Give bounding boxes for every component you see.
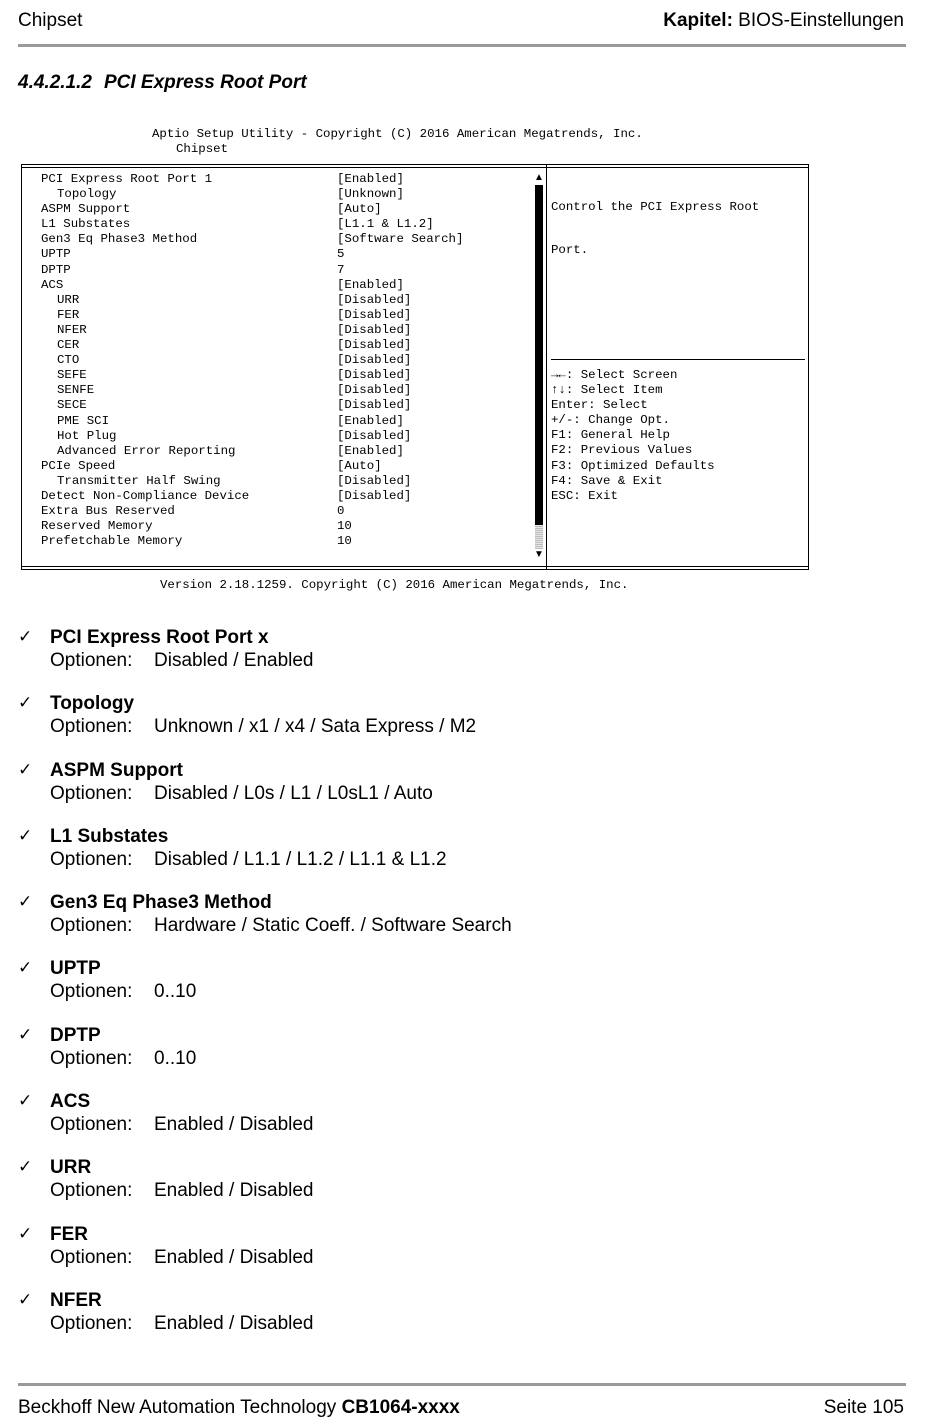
bios-setting-label: ACS [41,277,64,292]
help-line: Control the PCI Express Root [551,200,760,214]
section-title: PCI Express Root Port [103,72,307,93]
bios-setting-label: CER [57,338,80,353]
scroll-up-arrow-icon[interactable]: ▲ [534,172,544,183]
option-values: Disabled / Enabled [154,650,314,671]
key-help-line: +/-: Change Opt. [551,413,670,428]
page-footer [18,1383,906,1419]
option-values: 0..10 [154,981,197,1003]
option-name: Gen3 Eq Phase3 Method [50,892,272,914]
bios-setting-value[interactable]: [Enabled] [337,413,404,428]
key-help-line: Enter: Select [551,398,648,413]
bios-setting-label: Extra Bus Reserved [41,504,175,519]
bios-setting-label: Hot Plug [57,428,117,443]
bios-setting-row[interactable] [22,429,542,444]
bios-setting-label: FER [57,307,80,322]
option-label: Optionen: [50,1180,133,1202]
bios-setting-label: PME SCI [57,413,110,428]
header-chapter-text: BIOS-Einstellungen [732,10,904,31]
bios-setting-row[interactable] [22,504,542,519]
bios-setting-row[interactable] [22,293,542,308]
option-name: Topology [50,693,135,715]
footer-company: Beckhoff New Automation Technology [18,1397,342,1418]
bios-setting-value[interactable]: [Disabled] [337,338,412,353]
option-item [18,1290,898,1356]
bios-key-help [551,368,715,504]
bios-setting-row[interactable] [22,489,542,504]
bios-setting-row[interactable] [22,308,542,323]
checkmark-icon: ✓ [18,1223,33,1244]
bios-panel-divider [546,165,547,569]
bios-setting-row[interactable] [22,247,542,262]
option-values: Disabled / L0s / L1 / L0sL1 / Auto [154,782,433,804]
option-name: ACS [50,1091,91,1113]
bios-version: Version 2.18.1259. Copyright (C) 2016 American Megatrends, Inc. [160,578,629,592]
option-label: Optionen: [50,848,133,870]
header-chapter-title [663,10,904,32]
key-help-line: F1: General Help [551,428,670,443]
bios-setting-label: CTO [57,353,80,368]
option-label: Optionen: [50,716,133,738]
option-values: Enabled / Disabled [154,1312,314,1334]
bios-setting-value[interactable]: [Disabled] [337,353,412,368]
option-name: DPTP [50,1024,101,1046]
option-label: Optionen: [50,1246,133,1268]
bios-tab-chipset: Chipset [176,142,229,156]
bios-setting-label: Gen3 Eq Phase3 Method [41,232,198,247]
bios-setting-row[interactable] [22,263,542,278]
option-name: URR [50,1157,92,1179]
key-help-line: ESC: Exit [551,488,618,503]
bios-setting-row[interactable] [22,368,542,383]
bios-help-description [551,172,801,286]
key-help-line: →←: Select Screen [551,368,678,382]
bios-setting-label: Topology [57,187,117,202]
footer-page-number: Seite 105 [823,1397,904,1418]
bios-setting-row[interactable] [22,232,542,247]
option-label: Optionen: [50,981,133,1003]
bios-setting-label: Detect Non-Compliance Device [41,488,250,503]
bios-setting-value[interactable]: [Enabled] [337,172,404,186]
bios-setting-value[interactable]: [Unknown] [337,187,404,202]
bios-setting-label: URR [57,292,80,307]
bios-setting-value[interactable]: 5 [337,247,345,262]
bios-setting-value[interactable]: [Auto] [337,458,382,473]
footer-product: CB1064-xxxx [341,1397,460,1418]
option-values: Disabled / L1.1 / L1.2 / L1.1 & L1.2 [154,848,447,870]
checkmark-icon: ✓ [18,1289,33,1310]
option-item [18,958,898,1024]
bios-setting-label: PCIe Speed [41,458,116,473]
scroll-down-arrow-icon[interactable]: ▼ [534,549,544,560]
bios-setting-row[interactable] [22,338,542,353]
bios-setting-row[interactable] [22,474,542,489]
option-name: UPTP [50,958,101,980]
bios-setting-row[interactable] [22,519,542,534]
help-line: Port. [551,243,589,258]
bios-setting-row[interactable] [22,398,542,413]
checkmark-icon: ✓ [18,693,33,714]
bios-setting-row[interactable] [22,459,542,474]
checkmark-icon: ✓ [18,958,33,979]
bios-setting-row[interactable] [22,323,542,338]
bios-setting-row[interactable] [22,534,542,549]
checkmark-icon: ✓ [18,627,33,647]
bios-setting-row[interactable] [22,414,542,429]
bios-setting-value[interactable]: [L1.1 & L1.2] [337,217,434,232]
section-number: 4.4.2.1.2 [18,72,92,93]
key-help-line: F2: Previous Values [551,443,693,458]
bios-setting-label: Transmitter Half Swing [57,473,221,488]
bios-setting-label: SECE [57,398,87,413]
bios-setting-row[interactable] [22,353,542,368]
bios-setting-value[interactable]: [Disabled] [337,292,412,307]
bios-setting-label: L1 Substates [41,217,131,232]
bios-setting-value[interactable]: [Disabled] [337,383,412,398]
option-values: 0..10 [154,1047,197,1069]
option-values: Enabled / Disabled [154,1180,314,1202]
option-item [18,1025,898,1091]
option-item [18,1224,898,1290]
checkmark-icon: ✓ [18,1157,33,1178]
bios-setting-value[interactable]: [Disabled] [337,398,412,413]
bios-setting-label: NFER [57,322,87,337]
bios-setting-value[interactable]: [Disabled] [337,473,412,488]
option-name: NFER [50,1289,102,1311]
bios-setting-value[interactable]: [Disabled] [337,428,412,443]
option-label: Optionen: [50,1047,133,1069]
bios-setting-value[interactable]: 10 [337,534,352,549]
bios-setting-label: SENFE [57,383,95,398]
bios-setting-label: DPTP [41,262,71,277]
key-help-line: F4: Save & Exit [551,473,663,488]
bios-setting-value[interactable]: [Disabled] [337,307,412,322]
option-item [18,826,898,892]
footer-publisher [18,1397,460,1419]
option-item [18,1157,898,1223]
bios-setting-value[interactable]: [Software Search] [337,232,464,247]
bios-setting-row[interactable] [22,278,542,293]
bios-settings-list [22,172,542,549]
option-values: Enabled / Disabled [154,1114,314,1136]
section-heading [18,72,307,94]
key-help-line: F3: Optimized Defaults [551,458,715,473]
key-help-line: ↑↓: Select Item [551,383,663,398]
options-list [18,627,898,1356]
help-separator [551,359,805,360]
bios-frame-bottom-line [22,566,808,567]
option-name: PCI Express Root Port x [50,627,269,648]
option-values: Enabled / Disabled [154,1246,314,1268]
bios-setting-label: ASPM Support [41,202,131,217]
option-name: L1 Substates [50,825,169,847]
bios-setting-label: UPTP [41,247,71,262]
bios-setting-value[interactable]: [Disabled] [337,488,412,503]
page-header [18,8,906,47]
option-label: Optionen: [50,782,133,804]
option-item [18,693,898,759]
checkmark-icon: ✓ [18,759,33,780]
bios-setting-label: Advanced Error Reporting [57,443,236,458]
bios-scrollbar[interactable] [534,172,544,562]
bios-setting-value[interactable]: [Disabled] [337,322,412,337]
bios-setting-value[interactable]: 7 [337,262,345,277]
bios-setting-row[interactable] [22,383,542,398]
header-chapter-label: Kapitel: [663,10,733,31]
option-label: Optionen: [50,650,133,671]
bios-setting-value[interactable]: 10 [337,519,352,534]
bios-setting-row[interactable] [22,172,542,187]
option-item [18,892,898,958]
bios-setting-value[interactable]: [Auto] [337,202,382,217]
bios-screen [21,164,809,570]
bios-setting-label: PCI Express Root Port 1 [41,172,213,186]
checkmark-icon: ✓ [18,1024,33,1045]
option-item [18,1091,898,1157]
checkmark-icon: ✓ [18,825,33,846]
bios-setting-row[interactable] [22,444,542,459]
bios-setting-label: Reserved Memory [41,519,153,534]
option-name: ASPM Support [50,759,183,781]
header-chapter-name: Chipset [18,10,83,31]
option-label: Optionen: [50,915,133,937]
option-values: Unknown / x1 / x4 / Sata Express / M2 [154,716,477,738]
bios-setting-label: SEFE [57,368,87,383]
bios-title: Aptio Setup Utility - Copyright (C) 2016 American Megatrends, Inc. [152,127,643,141]
option-label: Optionen: [50,1312,133,1334]
bios-setting-value[interactable]: [Enabled] [337,443,404,458]
option-item [18,627,898,693]
option-name: FER [50,1223,88,1245]
bios-frame-top-line [22,167,808,168]
option-label: Optionen: [50,1114,133,1136]
bios-setting-row[interactable] [22,187,542,202]
bios-setting-value[interactable]: 0 [337,504,345,519]
bios-setting-value[interactable]: [Enabled] [337,277,404,292]
checkmark-icon: ✓ [18,892,33,913]
bios-setting-label: Prefetchable Memory [41,534,183,549]
bios-setting-row[interactable] [22,217,542,232]
option-values: Hardware / Static Coeff. / Software Search [154,915,512,937]
scroll-thumb[interactable] [535,185,543,525]
option-item [18,760,898,826]
bios-setting-value[interactable]: [Disabled] [337,368,412,383]
checkmark-icon: ✓ [18,1091,33,1112]
bios-setting-row[interactable] [22,202,542,217]
